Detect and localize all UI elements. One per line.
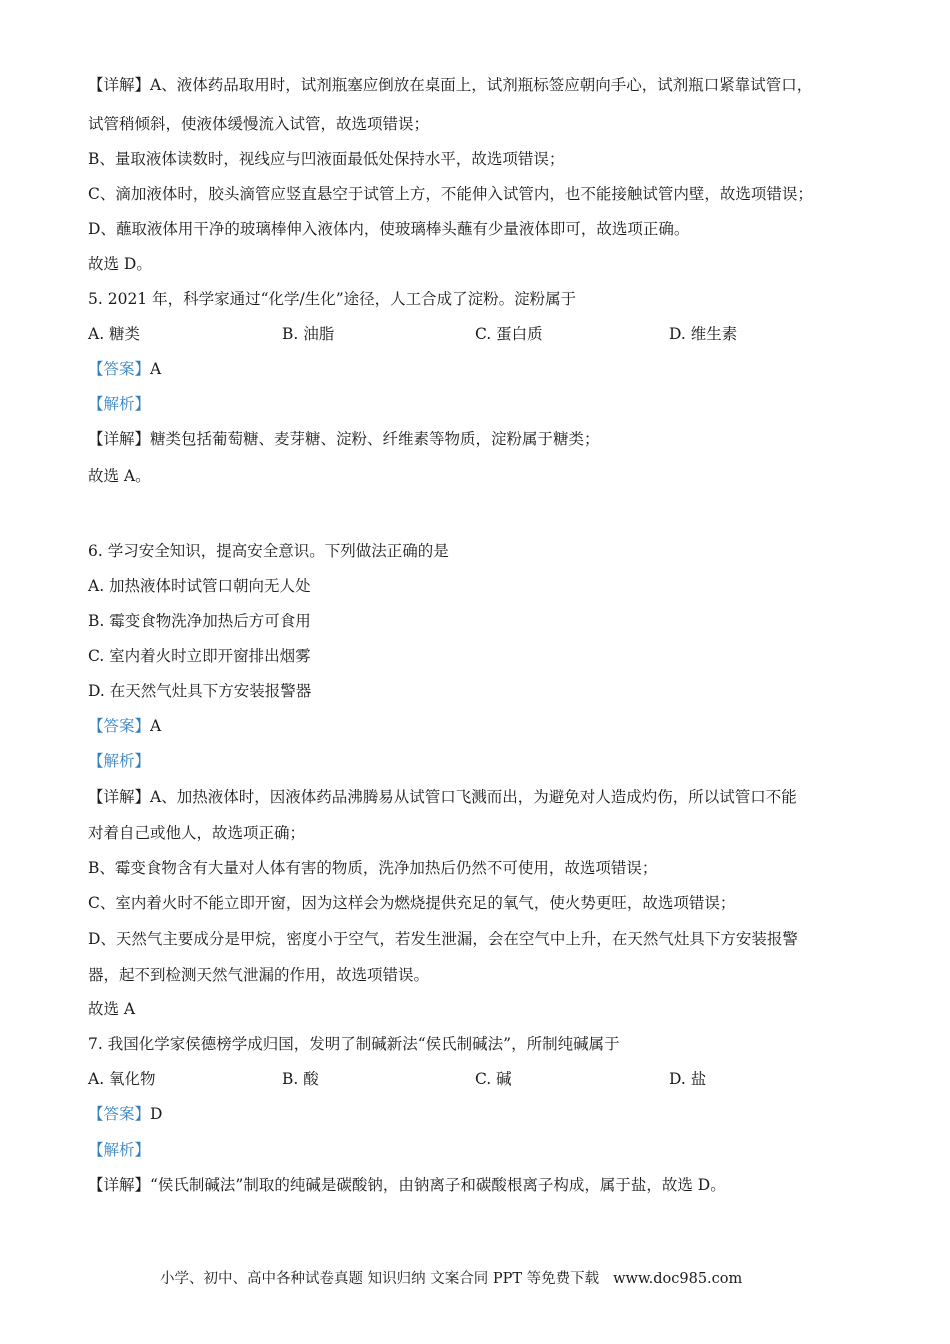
q5-conclusion: 故选 A。 — [88, 467, 151, 485]
q6-analysis-tag: 【解析】 — [88, 752, 151, 770]
q5-analysis-tag: 【解析】 — [88, 395, 151, 413]
q7-option-d: D. 盐 — [669, 1070, 707, 1088]
q4-detail-line-5: D、蘸取液体用干净的玻璃棒伸入液体内，使玻璃棒头蘸有少量液体即可，故选项正确。 — [88, 220, 690, 238]
q5-option-b: B. 油脂 — [282, 325, 335, 343]
q6-detail-line-1: 【详解】A、加热液体时，因液体药品沸腾易从试管口飞溅而出，为避免对人造成灼伤，所以试管口不能 — [88, 788, 797, 806]
q7-answer: D — [150, 1105, 163, 1123]
q6-detail-line-5: D、天然气主要成分是甲烷，密度小于空气，若发生泄漏，会在空气中上升，在天然气灶具下方安装报警 — [88, 930, 798, 948]
q7-answer-tag: 【答案】 — [88, 1105, 151, 1123]
q5-option-a: A. 糖类 — [88, 325, 141, 343]
q4-detail-line-4: C、滴加液体时，胶头滴管应竖直悬空于试管上方，不能伸入试管内，也不能接触试管内壁，故选项错误； — [88, 185, 813, 203]
q6-answer: A — [150, 717, 162, 735]
footer-url[interactable]: www.doc985.com — [613, 1271, 743, 1287]
q6-stem: 6. 学习安全知识，提高安全意识。下列做法正确的是 — [88, 542, 449, 560]
q5-detail: 【详解】糖类包括葡萄糖、麦芽糖、淀粉、纤维素等物质，淀粉属于糖类； — [88, 430, 600, 448]
q6-option-b: B. 霉变食物洗净加热后方可食用 — [88, 612, 311, 630]
q6-detail-line-6: 器，起不到检测天然气泄漏的作用，故选项错误。 — [88, 966, 430, 984]
q4-conclusion: 故选 D。 — [88, 255, 152, 273]
q7-stem: 7. 我国化学家侯德榜学成归国，发明了制碱新法“侯氏制碱法”，所制纯碱属于 — [88, 1035, 620, 1053]
q6-answer-tag: 【答案】 — [88, 717, 151, 735]
q5-answer-line — [88, 359, 161, 379]
q4-detail-line-3: B、量取液体读数时，视线应与凹液面最低处保持水平，故选项错误； — [88, 150, 565, 168]
q6-detail-line-3: B、霉变食物含有大量对人体有害的物质，洗净加热后仍然不可使用，故选项错误； — [88, 859, 658, 877]
q5-answer: A — [150, 360, 162, 378]
q4-detail-line-1: 【详解】A、液体药品取用时，试剂瓶塞应倒放在桌面上，试剂瓶标签应朝向手心，试剂瓶口紧靠试管口， — [88, 76, 813, 94]
q6-option-a: A. 加热液体时试管口朝向无人处 — [88, 577, 311, 595]
q7-answer-line — [88, 1104, 162, 1124]
q5-stem: 5. 2021 年，科学家通过“化学/生化”途径，人工合成了淀粉。淀粉属于 — [88, 290, 577, 308]
page-footer — [160, 1269, 742, 1289]
q6-detail-line-2: 对着自己或他人，故选项正确； — [88, 824, 306, 842]
q6-option-d: D. 在天然气灶具下方安装报警器 — [88, 682, 312, 700]
q7-analysis-tag: 【解析】 — [88, 1141, 151, 1159]
q7-option-b: B. 酸 — [282, 1070, 319, 1088]
q6-detail-line-4: C、室内着火时不能立即开窗，因为这样会为燃烧提供充足的氧气，使火势更旺，故选项错误； — [88, 894, 736, 912]
q5-option-d: D. 维生素 — [669, 325, 738, 343]
q6-answer-line — [88, 716, 161, 736]
footer-text: 小学、初中、高中各种试卷真题 知识归纳 文案合同 PPT 等免费下载 — [160, 1271, 600, 1287]
q5-answer-tag: 【答案】 — [88, 360, 151, 378]
q6-conclusion: 故选 A — [88, 1000, 136, 1018]
q7-option-c: C. 碱 — [475, 1070, 512, 1088]
q7-detail: 【详解】“侯氏制碱法”制取的纯碱是碳酸钠，由钠离子和碳酸根离子构成，属于盐，故选 D。 — [88, 1176, 726, 1194]
q4-detail-line-2: 试管稍倾斜，使液体缓慢流入试管，故选项错误； — [88, 115, 430, 133]
q7-option-a: A. 氧化物 — [88, 1070, 156, 1088]
q5-option-c: C. 蛋白质 — [475, 325, 543, 343]
q6-option-c: C. 室内着火时立即开窗排出烟雾 — [88, 647, 311, 665]
